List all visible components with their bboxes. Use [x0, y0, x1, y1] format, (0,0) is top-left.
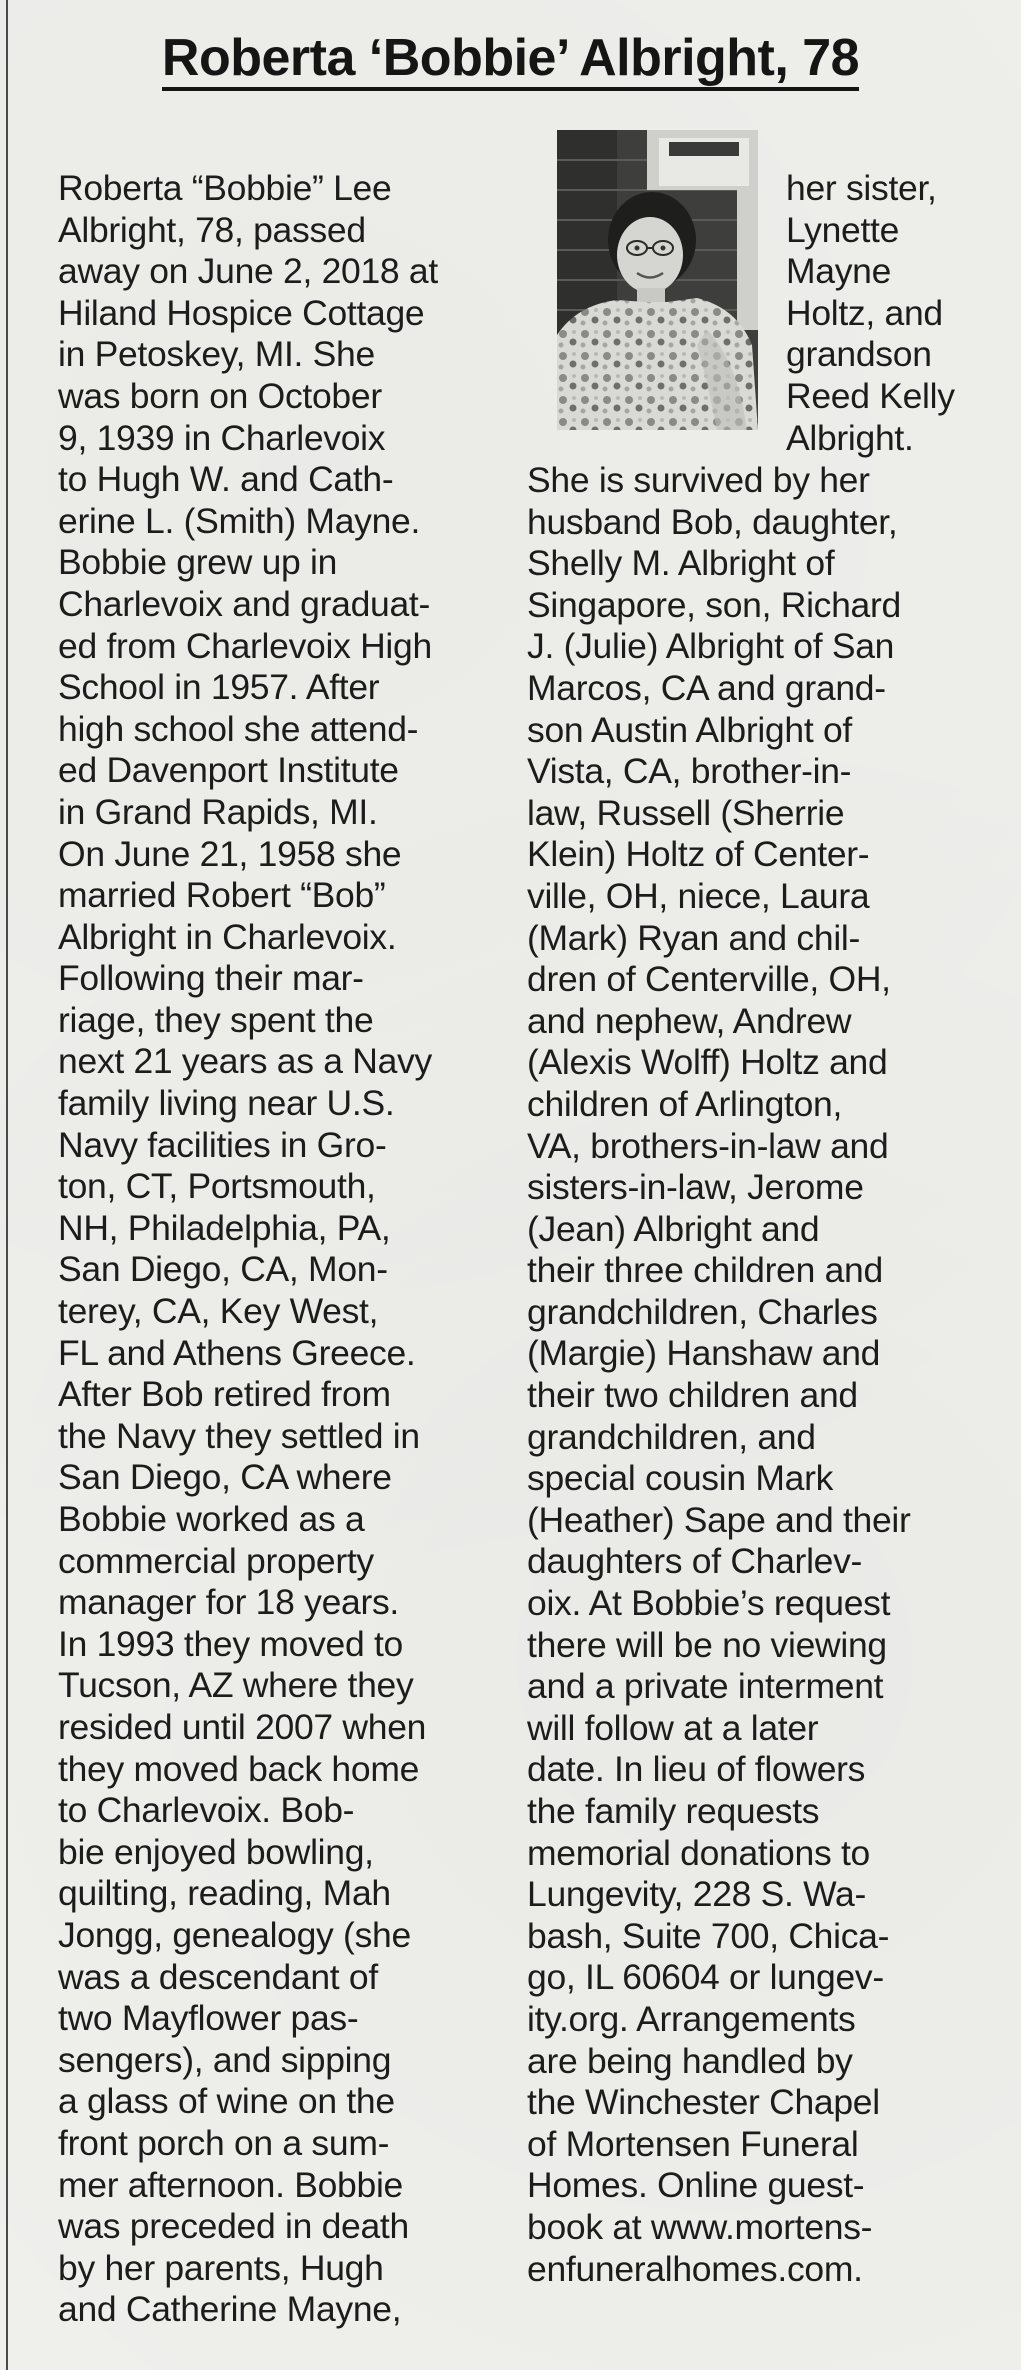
body-line: bie enjoyed bowling,	[58, 1831, 374, 1872]
body-line: Singapore, son, Richard	[527, 584, 901, 625]
body-line: oix. At Bobbie’s request	[527, 1583, 891, 1624]
body-line: San Diego, CA where	[58, 1457, 392, 1498]
body-line: Albright in Charlevoix.	[58, 916, 397, 957]
body-line: front porch on a sum-	[58, 2122, 390, 2163]
body-line: Hiland Hospice Cottage	[58, 292, 425, 333]
body-line: two Mayflower pas-	[58, 1998, 359, 2039]
body-line: children of Arlington,	[527, 1083, 843, 1124]
body-line: in Petoskey, MI. She	[58, 334, 375, 375]
body-line: Albright, 78, passed	[58, 209, 366, 250]
body-line: Homes. Online guest-	[527, 2165, 865, 2206]
body-line: and nephew, Andrew	[527, 1000, 852, 1041]
body-line: was preceded in death	[58, 2206, 409, 2247]
body-line: date. In lieu of flowers	[527, 1749, 866, 1790]
body-line: go, IL 60604 or lungev-	[527, 1957, 884, 1998]
body-line: their three children and	[527, 1250, 883, 1291]
body-line: of Mortensen Funeral	[527, 2123, 859, 2164]
body-line: grandchildren, Charles	[527, 1291, 878, 1332]
body-line: the Winchester Chapel	[527, 2082, 880, 2123]
body-line: In 1993 they moved to	[58, 1623, 403, 1664]
obituary-body-right-top-column	[786, 168, 1006, 459]
body-line: Bobbie grew up in	[58, 542, 338, 583]
body-line: After Bob retired from	[58, 1374, 391, 1415]
body-line: 9, 1939 in Charlevoix	[58, 417, 386, 458]
body-line: erine L. (Smith) Mayne.	[58, 500, 421, 541]
body-line: the family requests	[527, 1791, 820, 1831]
body-line: Jongg, genealogy (she	[58, 1914, 411, 1955]
body-line: (Heather) Sape and their	[527, 1499, 911, 1540]
body-line: high school she attend-	[58, 708, 419, 749]
body-line: and Catherine Mayne,	[58, 2289, 402, 2330]
body-line: Albright.	[786, 417, 914, 458]
obituary-headline	[0, 22, 1021, 94]
body-line: She is survived by her	[527, 460, 870, 500]
body-line: was a descendant of	[58, 1956, 378, 1997]
obituary-body-left-column	[58, 168, 498, 2331]
body-line: mer afternoon. Bobbie	[58, 2164, 403, 2205]
body-line: commercial property	[58, 1540, 374, 1581]
body-line: sisters-in-law, Jerome	[527, 1167, 864, 1208]
body-line: they moved back home	[58, 1748, 420, 1789]
body-line: quilting, reading, Mah	[58, 1873, 391, 1914]
body-line: Reed Kelly	[786, 375, 955, 416]
body-line: son Austin Albright of	[527, 709, 852, 750]
body-line: was born on October	[58, 375, 382, 416]
portrait-photo-icon	[557, 130, 758, 430]
body-line: enfuneralhomes.com.	[527, 2248, 863, 2289]
body-line: VA, brothers-in-law and	[527, 1125, 889, 1166]
body-line: the Navy they settled in	[58, 1415, 420, 1456]
body-line: daughters of Charlev-	[527, 1541, 863, 1582]
body-line: grandson	[786, 334, 932, 375]
body-line: ed Davenport Institute	[58, 750, 399, 791]
body-line: ville, OH, niece, Laura	[527, 875, 870, 916]
body-line: Tucson, AZ where they	[58, 1665, 414, 1706]
body-line: husband Bob, daughter,	[527, 501, 898, 542]
obituary-body-right-column	[527, 460, 997, 2290]
body-line: NH, Philadelphia, PA,	[58, 1207, 391, 1248]
body-line: grandchildren, and	[527, 1416, 816, 1457]
body-line: memorial donations to	[527, 1832, 870, 1873]
body-line: Mayne	[786, 251, 892, 292]
body-line: Holtz, and	[786, 292, 943, 333]
body-line: there will be no viewing	[527, 1624, 887, 1665]
body-line: San Diego, CA, Mon-	[58, 1249, 388, 1290]
body-line: away on June 2, 2018 at	[58, 251, 438, 292]
body-line: terey, CA, Key West,	[58, 1291, 379, 1332]
body-line: Vista, CA, brother-in-	[527, 751, 852, 792]
body-line: law, Russell (Sherrie	[527, 792, 845, 833]
body-line: riage, they spent the	[58, 999, 374, 1040]
body-line: dren of Centerville, OH,	[527, 959, 891, 1000]
body-line: her sister,	[786, 168, 937, 208]
body-line: by her parents, Hugh	[58, 2247, 384, 2288]
body-line: ed from Charlevoix High	[58, 625, 432, 666]
body-line: to Charlevoix. Bob-	[58, 1790, 355, 1831]
body-line: ity.org. Arrangements	[527, 1998, 856, 2039]
body-line: bash, Suite 700, Chica-	[527, 1915, 890, 1956]
body-line: their two children and	[527, 1375, 858, 1416]
body-line: a glass of wine on the	[58, 2081, 395, 2122]
body-line: Marcos, CA and grand-	[527, 667, 886, 708]
body-line: Shelly M. Albright of	[527, 543, 835, 584]
clipping-edge-line	[6, 0, 8, 2370]
body-line: Charlevoix and graduat-	[58, 583, 430, 624]
body-line: and a private interment	[527, 1666, 884, 1707]
body-line: resided until 2007 when	[58, 1706, 427, 1747]
body-line: Lynette	[786, 209, 900, 250]
body-line: manager for 18 years.	[58, 1582, 399, 1623]
body-line: family living near U.S.	[58, 1083, 395, 1124]
body-line: J. (Julie) Albright of San	[527, 626, 895, 667]
body-line: Klein) Holtz of Center-	[527, 834, 870, 875]
body-line: On June 21, 1958 she	[58, 833, 402, 874]
portrait-photo	[557, 130, 758, 430]
body-line: in Grand Rapids, MI.	[58, 791, 378, 832]
body-line: will follow at a later	[527, 1707, 819, 1748]
body-line: (Alexis Wolff) Holtz and	[527, 1042, 888, 1083]
body-line: Roberta “Bobbie” Lee	[58, 168, 392, 208]
body-line: Bobbie worked as a	[58, 1499, 365, 1539]
body-line: next 21 years as a Navy	[58, 1041, 432, 1082]
body-line: (Margie) Hanshaw and	[527, 1333, 881, 1374]
body-line: book at www.mortens-	[527, 2206, 873, 2247]
body-line: Following their mar-	[58, 958, 364, 999]
body-line: FL and Athens Greece.	[58, 1332, 416, 1373]
body-line: married Robert “Bob”	[58, 875, 386, 916]
body-line: special cousin Mark	[527, 1458, 834, 1499]
body-line: to Hugh W. and Cath-	[58, 459, 394, 500]
body-line: Navy facilities in Gro-	[58, 1124, 387, 1165]
body-line: School in 1957. After	[58, 667, 380, 708]
headline-text: Roberta ‘Bobbie’ Albright, 78	[162, 29, 859, 91]
body-line: (Jean) Albright and	[527, 1208, 820, 1249]
body-line: Lungevity, 228 S. Wa-	[527, 1874, 867, 1915]
body-line: ton, CT, Portsmouth,	[58, 1166, 376, 1207]
body-line: (Mark) Ryan and chil-	[527, 917, 861, 958]
body-line: sengers), and sipping	[58, 2039, 392, 2080]
body-line: are being handled by	[527, 2040, 853, 2081]
